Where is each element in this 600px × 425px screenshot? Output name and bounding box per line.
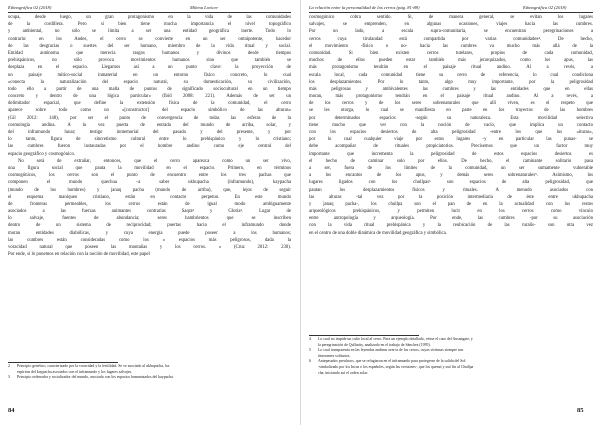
text-line: todo ello a partir de una malla de puntos de significado sociocultural en un tiempo bbox=[8, 86, 291, 92]
footnote-number: 6 bbox=[309, 359, 311, 364]
text-line: por determinados espacios -según su naturaleza. Esta movilidad selectiva bbox=[309, 115, 593, 121]
text-line: componen el mundo quechua –a saber ukhupacha (inframundo), kaypacha bbox=[8, 180, 291, 186]
footnote-separator bbox=[309, 335, 419, 336]
text-line: con los espacios desiertos de alta peligrosidad -entre los que los «ituras», bbox=[309, 130, 593, 135]
header-rule bbox=[309, 12, 593, 13]
running-header-left: La relación entre la personalidad de los cerros (pág. 81-88) bbox=[309, 5, 420, 10]
text-line: (mundo de los hombres) y janaq pacha (mundo de arriba), que, lejos de seguir bbox=[8, 187, 291, 193]
text-line: escala local, cada comunidad tiene su cerro de referencia, lo cual condiciona bbox=[309, 72, 593, 78]
text-line: las cumbres están consideradas como los « espacios más peligrosos, dada la bbox=[8, 237, 291, 243]
running-header-left: Ethnográfica 02 (2018) bbox=[8, 5, 52, 10]
page-number: 85 bbox=[577, 407, 584, 414]
text-line: Por ende, si lo ponemos en relación con la noción de movilidad, este papel bbox=[8, 252, 150, 258]
text-line: un paisaje mítico-social inmaterial en un entorno físico concreto, lo cual bbox=[8, 72, 291, 78]
body-text bbox=[8, 14, 291, 258]
text-line: en el centro de una doble dinámica de movilidad geográfica y simbólica. bbox=[309, 230, 447, 236]
text-line: (Gil 2012: 148), por ser el punto de convergencia de todas las esferas de la bbox=[8, 115, 291, 121]
text-line: una figura social que pauta la movilidad en el espacio. Primero, en términos bbox=[8, 165, 291, 171]
text-line: moran, más protagonismo tendrán en el paisaje ritual andino. Al a revés, a bbox=[309, 94, 593, 100]
text-line: aparece sobre todo como un «[constructor] del espacio simbólico de las alturas» bbox=[8, 108, 291, 114]
text-line: contrario: en los Andes, el cerro se convierte en un ser omnipotente, hacedor bbox=[8, 36, 291, 42]
footnote-text: Principio ordenador y socializador del mundo, asociado con los espacios humanizados del kaypacha. bbox=[17, 375, 174, 380]
text-line: cosmogónicos, los cerros son el punto de encuentro entre los tres pachas que bbox=[8, 173, 291, 179]
footnote-separator bbox=[8, 362, 118, 363]
text-line: arqueológicos prehispánicos, y permiten lucir en los cerros como vínculo bbox=[309, 209, 593, 215]
text-line: y janaq pacha-, los chullpa son el pan de en la actualidad con los restos bbox=[309, 201, 593, 207]
footnote-text: cha, iniciando así el orden solar. bbox=[318, 370, 369, 375]
right-page bbox=[300, 0, 600, 425]
text-line: Por un lado, a escala supra-comunitaria, se encuentran peregrinaciones a bbox=[309, 29, 593, 35]
text-line: más protagonismo tendrán en el paisaje ritual andino. Al a revés, a bbox=[309, 65, 593, 71]
text-line: voracidad natural que poseen las montañas y los cerros. » (Cruz 2012: 230). bbox=[8, 245, 291, 250]
text-line: pautan los desplazamientos físicos y rituales. A menudo asociados con bbox=[309, 187, 593, 193]
text-line: debe acompañar de rituales propiciatorios. Precisemos que un factor muy bbox=[309, 144, 593, 150]
text-line: ocupa, desde luego, un gran protagonismo en la vida de las comunidades bbox=[8, 15, 291, 20]
text-line: lo salvaje, fuentes de abundancia; seres hambrientos que se inscriben bbox=[8, 216, 291, 222]
text-line: lugares ligados con los chullpas⁶ son espacios de alta peligrosidad, que bbox=[309, 180, 593, 186]
text-line: No será de extrañar, entonces, que el cerro aparezca como un ser vivo, bbox=[18, 158, 291, 164]
text-line: las alturas -tal vez por la posición intermediaria de éste entre ukhupacha bbox=[309, 194, 593, 200]
text-line: prehispánicos, no sólo provoca movimientos humanos sino que también se bbox=[8, 58, 291, 64]
footnote-text: Antepasados preulacos, que se refugiaron en el inframundo para protegerse de la salida del Sol bbox=[318, 359, 466, 364]
text-line: de las desgracias o suertes del ser humano, miembro de la vida ritual y social. bbox=[8, 43, 291, 49]
footnote-number: 2 bbox=[8, 364, 10, 368]
footnote-number: 4 bbox=[309, 337, 311, 341]
footnote-text: -simbolizado por los Incas o los españoles, según las versiones-, que los quemó y usó fin al Chullpa bbox=[318, 364, 474, 369]
text-line: comunidad. Si bien existen cerros tutelares, propios de cada comunidad, bbox=[309, 50, 593, 56]
text-line: delimitador espacial, que define la extensión física de la comunidad, el cerro bbox=[8, 101, 291, 107]
body-text bbox=[309, 14, 593, 237]
footnote-number: 3 bbox=[8, 375, 10, 380]
text-line: más peligrosas y ambivalentes las cumbres y las entidades que en ellas bbox=[309, 86, 593, 92]
text-line: tiene mucho que ver con la noción de vacío, que implica un contacto bbox=[309, 122, 593, 128]
text-line: se les otorga, lo cual se manifiesta en parte en los trayectos de las hombres bbox=[309, 108, 593, 114]
footnotes bbox=[309, 337, 593, 376]
text-line: asociados a las fuerzas animantes contrarias Saqra² y Gloria³. Lugar de bbox=[8, 209, 291, 215]
text-line: de la cordillera. Pero si bien tiene mucha importancia el nivel topográfico bbox=[8, 22, 291, 28]
page-number: 84 bbox=[8, 407, 15, 414]
text-line: importante que incrementa la peligrosidad de estos espacios desiertos es bbox=[309, 151, 593, 157]
text-line: cerros cuya tirulandad está compartida por varias comunidades⁴. De hecho, bbox=[309, 36, 593, 42]
text-line: con la vida ritual prehispánica y la reubicación de las ruralis- son otra vez bbox=[309, 223, 593, 229]
header-rule bbox=[8, 12, 291, 13]
footnote bbox=[8, 375, 291, 381]
text-line: desplaza en el espacio. Llegamos así a un punto clave: la proyección de bbox=[8, 65, 291, 71]
footnotes bbox=[8, 364, 291, 381]
text-line: de los cerros y de los seres sobrenaturales que allí viven, es el respeto que bbox=[309, 101, 593, 107]
footnote-text: Lo cual no impide un culto local al cerro. Para un ejemplo detallado, véase el caso del Ausangate, y bbox=[318, 337, 473, 341]
text-line: moran entidades diabólicas, y cuya energía puede poseer a los humanos; bbox=[8, 230, 291, 236]
text-line: del inframundo lunar; testigo inmemorial del pasado y del presente, y por bbox=[8, 130, 291, 135]
text-line: espacio geográfico y cosmogónico. bbox=[8, 151, 76, 157]
text-line: los desplazamientos. Por lo tanto, algo muy importante, por la peligrosidad bbox=[309, 79, 593, 85]
text-line: el hecho de caminar solo por ellos. De hecho, el caminante solitario pasa bbox=[309, 158, 593, 164]
text-line: a ser, fuera de los límites de la comunidad, un ser sumamente vulnerable bbox=[309, 165, 593, 171]
text-line: el movimiento -físico o no- hacia las cumbres va mucho más allá de la bbox=[309, 43, 593, 49]
text-line: el esquema maniqueo cristiano, están en contacto perpetuo. En este mundo bbox=[8, 194, 291, 200]
text-line: por lo cual cualquier viaje por estos lugares -y en particular las punas- se bbox=[309, 137, 593, 143]
text-line: las cumbres fueron instauradas por el hombre andino como eje central del bbox=[8, 144, 291, 150]
text-line: y ambiental, no sólo se limita a ser una entidad geográfica inerte. Todo lo bbox=[8, 29, 291, 35]
text-line: «conecta la naturalización del espacio natural, su domesticación, su civilización, bbox=[8, 79, 291, 85]
text-line: lo tanto, figura de sincretismo cultural entre lo prehispánico y lo cristiano; bbox=[8, 137, 291, 143]
text-line: dentro de un sistema de reciprocidad; puertas hacia el inframundo donde bbox=[8, 223, 291, 229]
footnote-text: itinerantes solitarios. bbox=[318, 353, 351, 358]
footnote-text: espíritus del kaypacha asociados con el inframundo y los lugares salvajes. bbox=[17, 369, 133, 374]
footnote-text: la peregrinación de Qullurity, analizado en el trabajo de Sánchez (1995). bbox=[318, 342, 431, 347]
text-line: concreto y dentro de una lógica particular» (Ibid 2008: 221). Además de ser un bbox=[8, 94, 291, 100]
text-line: Entidad autónoma que merecía rasgos humanos y divinos desde tiempos bbox=[8, 50, 291, 56]
text-line: cosmología andina. A la vez puerta de entrada del mundo de arriba, solar, y bbox=[8, 122, 291, 128]
text-line: de fronteras permeables, los cerros están de igual modo ambiguamente bbox=[8, 201, 291, 207]
text-line: salvajes, se emprenden, en algunas ocasiones, viajes hacia las cumbres. bbox=[309, 22, 593, 28]
footnote-text: Principio genético, caracterizado por la voracidad y la fertilidad. Se ve asociado al ukhupacha, los bbox=[17, 364, 170, 368]
footnote-number: 5 bbox=[309, 348, 311, 353]
text-line: entre antropología y arqueología. Por ende, las cumbres -por su asociación bbox=[309, 216, 593, 222]
text-line: muchos de ellos pueden estar también más jerarquizados, como los apus, las bbox=[309, 58, 593, 64]
footnote-text: Lo cual transparenta en las leyendas andinas acerca de los cerros, cuyas víctimas siempre son bbox=[318, 348, 464, 353]
text-line: a los encantos de los apus, y demás seres sobrenaturales⁵. Asimismo, los bbox=[309, 173, 593, 179]
running-header-right: Ethnográfica 02 (2018) bbox=[523, 5, 567, 10]
footnote bbox=[309, 371, 593, 377]
text-line: cosmogónico cobra sentido. Si, de manera general, se evitan los lugares bbox=[309, 15, 593, 20]
running-header-right: Milena Lovicer bbox=[190, 5, 219, 10]
